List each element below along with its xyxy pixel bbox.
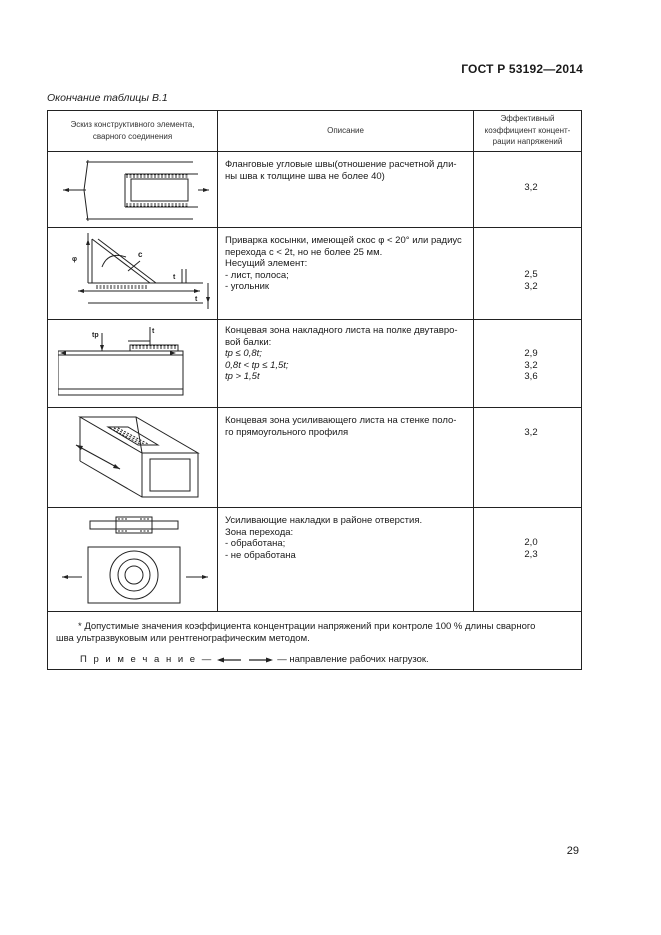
- row-4-description: Концевая зона усиливающего листа на стенке поло- го прямоугольного профиля: [225, 415, 457, 438]
- sketch-gusset-plate: [58, 231, 213, 315]
- header-description: Описание: [327, 126, 364, 135]
- row-3-values: 2,9 3,2 3,6: [524, 348, 538, 382]
- column-divider-1: [217, 111, 218, 611]
- row-divider-3: [48, 407, 581, 408]
- load-direction-arrows-icon: [215, 655, 275, 665]
- row-divider-2: [48, 319, 581, 320]
- sketch-reinforcing-rings: [58, 511, 213, 607]
- row-2-values: 2,5 3,2: [524, 269, 538, 292]
- row-divider-5: [48, 611, 581, 612]
- table-footnote: * Допустимые значения коэффициента концентрации напряжений при контроле 100 % длины сварного шва ультразвуковым или рентгенографическим методом.: [56, 621, 536, 644]
- label-t-gusset: t: [173, 274, 176, 281]
- row-divider-1: [48, 227, 581, 228]
- note-text: — направление рабочих нагрузок.: [277, 654, 429, 665]
- label-phi: φ: [72, 256, 78, 263]
- row-1-description: Фланговые угловые швы(отношение расчетной дли- ны шва к толщине шва не более 40): [225, 159, 457, 182]
- sketch-hollow-section: [58, 411, 213, 503]
- label-t-base: t: [195, 296, 198, 303]
- row-2-description: Приварка косынки, имеющей скос φ < 20° или радиус перехода c < 2t, но не более 25 мм. Несущий элемент: - лист, полоса; - угольник: [225, 235, 462, 292]
- header-divider: [48, 151, 581, 152]
- row-4-values: 3,2: [524, 427, 538, 438]
- sketch-cover-plate: [58, 323, 213, 403]
- standard-code: ГОСТ Р 53192—2014: [461, 62, 583, 76]
- row-5-description: Усиливающие накладки в районе отверстия. Зона перехода: - обработана; - не обработана: [225, 515, 423, 561]
- label-tp: tp: [92, 332, 99, 339]
- header-sketch: Эскиз конструктивного элемента, сварного соединения: [70, 120, 195, 141]
- label-c: c: [138, 250, 143, 259]
- table-note: [80, 654, 429, 665]
- row-3-description: Концевая зона накладного листа на полке двутавро- вой балки: tp ≤ 0,8t; 0,8t < tp ≤ 1,5t; tp > 1,5t: [225, 325, 458, 382]
- table: [47, 110, 582, 670]
- table-caption: Окончание таблицы В.1: [47, 92, 168, 104]
- row-1-values: 3,2: [524, 182, 538, 193]
- row-5-values: 2,0 2,3: [524, 537, 538, 560]
- label-t-flange: t: [152, 328, 155, 335]
- sketch-flank-welds: [58, 157, 213, 223]
- page-number: 29: [566, 845, 579, 857]
- header-coefficient: Эффективный коэффициент концент- рации напряжений: [484, 114, 571, 146]
- note-label: П р и м е ч а н и е —: [80, 654, 214, 665]
- row-divider-4: [48, 507, 581, 508]
